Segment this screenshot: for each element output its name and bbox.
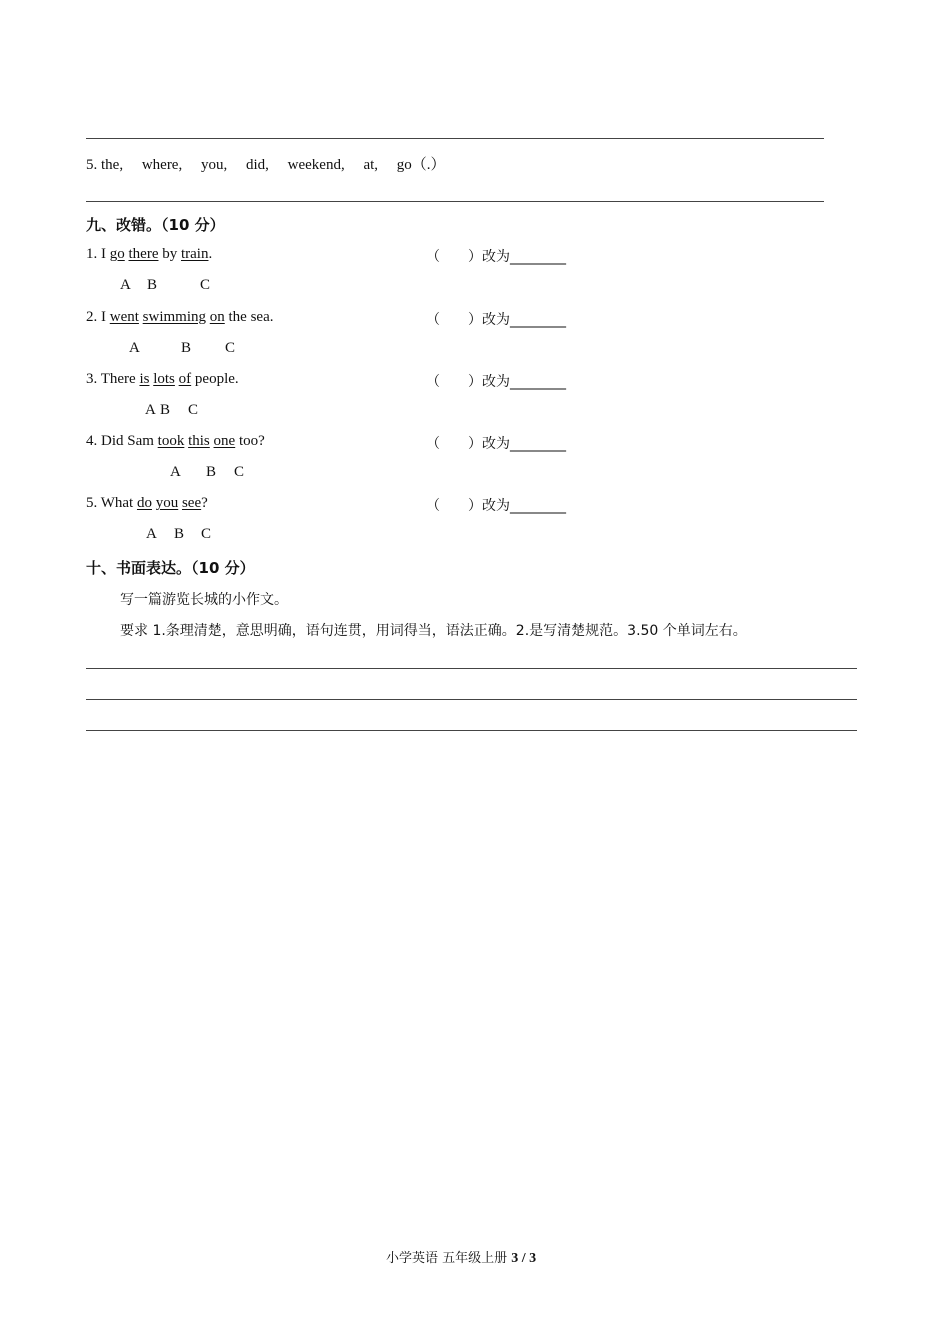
writing-prompt: 写一篇游览长城的小作文。	[120, 592, 288, 608]
section-9-heading: 九、改错。（10 分）	[86, 216, 225, 234]
answer-blank-1[interactable]: （ ）改为________	[426, 249, 566, 265]
answer-blank-2[interactable]: （ ）改为________	[426, 312, 566, 328]
error-item-2: 2. I went swimming on the sea.	[86, 309, 274, 325]
writing-line[interactable]	[86, 730, 857, 731]
answer-blank-3[interactable]: （ ）改为________	[426, 374, 566, 390]
option-letters-4: A B C	[170, 464, 245, 480]
error-item-5: 5. What do you see?	[86, 495, 208, 511]
writing-requirements: 要求 1.条理清楚，意思明确，语句连贯，用词得当，语法正确。2.是写清楚规范。3.50 个单词左右。	[120, 623, 747, 639]
error-item-3: 3. There is lots of people.	[86, 371, 239, 387]
footer-label: 小学英语 五年级上册	[386, 1251, 512, 1266]
page-footer	[386, 1247, 536, 1267]
option-letters-3: A B C	[145, 402, 199, 418]
option-letters-1: A B C	[120, 277, 211, 293]
error-item-4: 4. Did Sam took this one too?	[86, 433, 265, 449]
answer-line	[86, 138, 824, 139]
answer-blank-4[interactable]: （ ）改为________	[426, 436, 566, 452]
writing-line[interactable]	[86, 668, 857, 669]
answer-line	[86, 201, 824, 202]
answer-blank-5[interactable]: （ ）改为________	[426, 498, 566, 514]
writing-line[interactable]	[86, 699, 857, 700]
option-letters-2: A B C	[129, 340, 236, 356]
error-item-1: 1. I go there by train.	[86, 246, 213, 262]
page-number: 3 / 3	[511, 1251, 537, 1266]
section-10-heading: 十、书面表达。（10 分）	[86, 559, 255, 577]
question-8-item-5: 5. the, where, you, did, weekend, at, go（.）	[86, 157, 446, 173]
option-letters-5: A B C	[146, 526, 212, 542]
